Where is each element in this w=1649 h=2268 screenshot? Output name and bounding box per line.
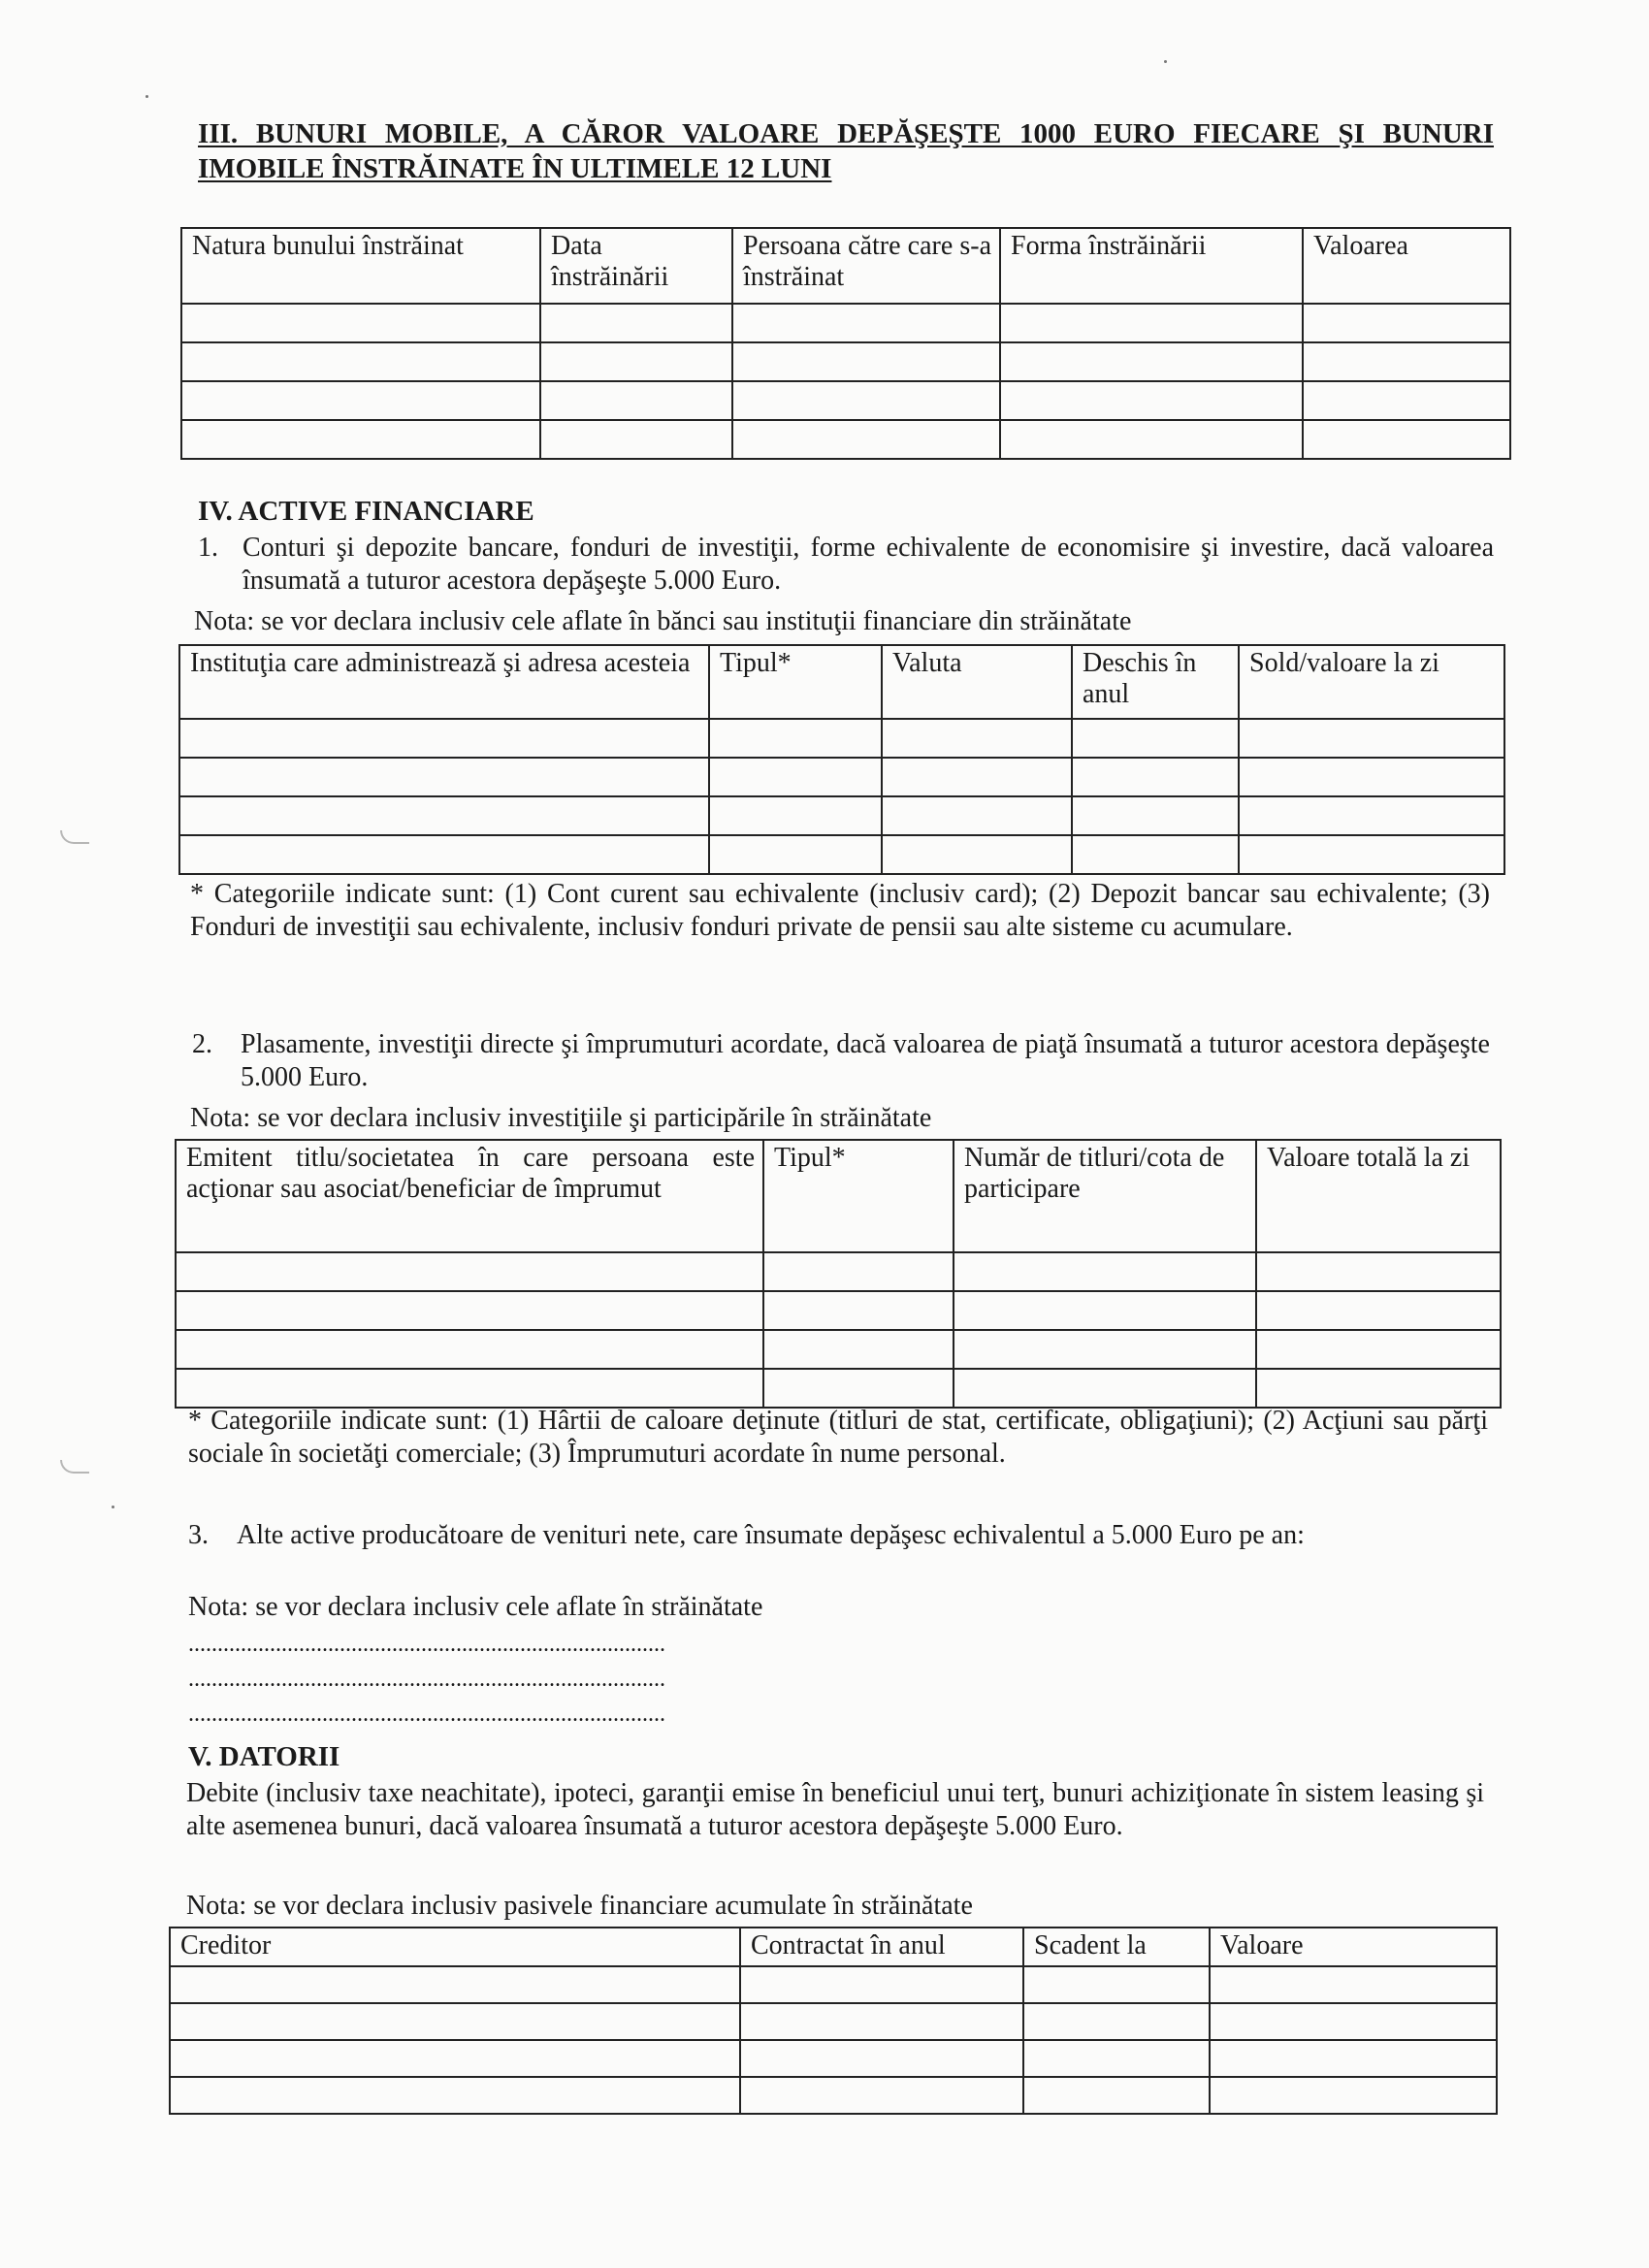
table-row [179, 758, 1504, 796]
table-header-row [170, 1928, 1497, 1966]
item-1-number: 1. [198, 533, 218, 563]
section-5-text: Debite (inclusiv taxe neachitate), ipoteci, garanţii emise în beneficiul unui terţ, bunuri achiziţionate în sistem leasing şi alte asemenea bunuri, dacă valoarea însumată a tuturor acestora depăşeşte 5.000 Euro. [186, 1778, 1484, 1841]
item-3-number: 3. [188, 1520, 209, 1550]
table-row [176, 1252, 1501, 1291]
table-row [176, 1369, 1501, 1408]
cell [170, 1966, 740, 2003]
section-5-title: V. DATORII [188, 1741, 340, 1772]
cell [170, 2040, 740, 2077]
scan-speck [112, 1506, 114, 1508]
col-header-value: Valoare [1210, 1928, 1497, 1966]
table-debts [169, 1927, 1498, 2115]
col-header-issuer: Emitent titlu/societatea în care persoana este acţionar sau asociat/beneficiar de împrumut [176, 1140, 763, 1252]
scan-speck [146, 95, 148, 98]
cell [176, 1369, 763, 1408]
col-header-creditor: Creditor [170, 1928, 740, 1966]
item-2-number: 2. [192, 1029, 212, 1059]
table-row [181, 304, 1510, 342]
cell [540, 342, 732, 381]
cell [740, 2003, 1023, 2040]
cell [763, 1291, 954, 1330]
cell [1239, 835, 1504, 874]
cell [732, 420, 1000, 459]
cell [1303, 304, 1510, 342]
cell [763, 1252, 954, 1291]
col-header-form: Forma înstrăinării [1000, 228, 1303, 304]
table-row [170, 2077, 1497, 2114]
section-4-title: IV. ACTIVE FINANCIARE [198, 496, 534, 527]
cell [709, 796, 882, 835]
cell [740, 2077, 1023, 2114]
cell [882, 835, 1072, 874]
cell [1303, 381, 1510, 420]
cell [1256, 1369, 1501, 1408]
dotted-line-2: .................................................................................. [188, 1667, 665, 1692]
col-header-date: Data înstrăinării [540, 228, 732, 304]
scan-speck [1164, 60, 1167, 63]
cell [179, 796, 709, 835]
table-row [179, 796, 1504, 835]
col-header-currency: Valuta [882, 645, 1072, 719]
cell [1000, 381, 1303, 420]
table-header-row [181, 228, 1510, 304]
item-2-text: Plasamente, investiţii directe şi împrumuturi acordate, dacă valoarea de piaţă însumată a tuturor acestora depăşeşte 5.000 Euro. [241, 1029, 1490, 1092]
cell [181, 381, 540, 420]
table-row [181, 342, 1510, 381]
col-header-type: Tipul* [709, 645, 882, 719]
table-header-row [179, 645, 1504, 719]
col-header-contracted-year: Contractat în anul [740, 1928, 1023, 1966]
cell [1210, 1966, 1497, 2003]
table-row [181, 381, 1510, 420]
cell [1023, 2077, 1210, 2114]
col-header-due-date: Scadent la [1023, 1928, 1210, 1966]
section-5-note: Nota: se vor declara inclusiv pasivele financiare acumulate în străinătate [186, 1891, 973, 1921]
cell [179, 758, 709, 796]
cell [1210, 2040, 1497, 2077]
cell [763, 1369, 954, 1408]
cell [176, 1252, 763, 1291]
col-header-institution: Instituţia care administrează şi adresa acesteia [179, 645, 709, 719]
cell [882, 758, 1072, 796]
item-1-text: Conturi şi depozite bancare, fonduri de investiţii, forme echivalente de economisire şi investire, dacă valoarea însumată a tuturor acestora depăşeşte 5.000 Euro. [242, 533, 1494, 596]
cell [179, 719, 709, 758]
cell [179, 835, 709, 874]
table-row [176, 1291, 1501, 1330]
table-header-row [176, 1140, 1501, 1252]
cell [1000, 420, 1303, 459]
cell [954, 1330, 1256, 1369]
table-row [170, 2003, 1497, 2040]
cell [1072, 835, 1239, 874]
col-header-value: Valoarea [1303, 228, 1510, 304]
item-3-text: Alte active producătoare de venituri nete, care însumate depăşesc echivalentul a 5.000 Euro pe an: [237, 1520, 1305, 1550]
item-3-note: Nota: se vor declara inclusiv cele aflate în străinătate [188, 1592, 763, 1622]
cell [1000, 304, 1303, 342]
dotted-line-3: .................................................................................. [188, 1701, 665, 1727]
item-2-footnote: * Categoriile indicate sunt: (1) Hârtii de caloare deţinute (titluri de stat, certificate, obligaţiuni); (2) Acţiuni sau părţi sociale în societăţi comerciale; (3) Împrumuturi acordate în nume personal. [188, 1406, 1488, 1469]
cell [1256, 1330, 1501, 1369]
cell [740, 2040, 1023, 2077]
cell [540, 381, 732, 420]
table-row [170, 2040, 1497, 2077]
cell [740, 1966, 1023, 2003]
cell [954, 1291, 1256, 1330]
cell [170, 2077, 740, 2114]
cell [176, 1330, 763, 1369]
cell [1023, 1966, 1210, 2003]
cell [1303, 342, 1510, 381]
item-1-note: Nota: se vor declara inclusiv cele aflate în bănci sau instituţii financiare din străinătate [194, 606, 1132, 636]
table-investments [175, 1139, 1502, 1409]
table-alienated-goods [180, 227, 1511, 460]
cell [1303, 420, 1510, 459]
table-row [181, 420, 1510, 459]
col-header-total-value: Valoare totală la zi [1256, 1140, 1501, 1252]
table-row [179, 835, 1504, 874]
cell [170, 2003, 740, 2040]
cell [540, 420, 732, 459]
cell [1000, 342, 1303, 381]
table-row [176, 1330, 1501, 1369]
cell [1210, 2003, 1497, 2040]
col-header-type: Tipul* [763, 1140, 954, 1252]
cell [1239, 758, 1504, 796]
cell [763, 1330, 954, 1369]
cell [1256, 1291, 1501, 1330]
section-3-title: III. BUNURI MOBILE, A CĂROR VALOARE DEPĂŞEŞTE 1000 EURO FIECARE ŞI BUNURI IMOBILE ÎNSTRĂINATE ÎN ULTIMELE 12 LUNI [198, 118, 1494, 184]
cell [176, 1291, 763, 1330]
cell [1210, 2077, 1497, 2114]
cell [1072, 796, 1239, 835]
cell [1239, 719, 1504, 758]
cell [540, 304, 732, 342]
cell [709, 719, 882, 758]
cell [954, 1252, 1256, 1291]
col-header-shares: Număr de titluri/cota de participare [954, 1140, 1256, 1252]
hole-punch-mark-bottom [60, 1460, 89, 1474]
cell [181, 304, 540, 342]
cell [709, 758, 882, 796]
cell [732, 381, 1000, 420]
table-row [179, 719, 1504, 758]
table-bank-accounts [178, 644, 1505, 875]
cell [732, 342, 1000, 381]
cell [954, 1369, 1256, 1408]
cell [1256, 1252, 1501, 1291]
cell [732, 304, 1000, 342]
cell [1072, 719, 1239, 758]
col-header-recipient: Persoana către care s-a înstrăinat [732, 228, 1000, 304]
hole-punch-mark-top [60, 830, 89, 844]
col-header-opened-year: Deschis în anul [1072, 645, 1239, 719]
cell [882, 719, 1072, 758]
dotted-line-1: .................................................................................. [188, 1632, 665, 1657]
item-1-footnote: * Categoriile indicate sunt: (1) Cont curent sau echivalente (inclusiv card); (2) Depozit bancar sau echivalente; (3) Fonduri de investiţii sau echivalente, inclusiv fonduri private de pensii sau alte sisteme cu acumulare. [190, 879, 1490, 942]
col-header-balance: Sold/valoare la zi [1239, 645, 1504, 719]
cell [882, 796, 1072, 835]
table-row [170, 1966, 1497, 2003]
cell [181, 420, 540, 459]
cell [1239, 796, 1504, 835]
col-header-nature: Natura bunului înstrăinat [181, 228, 540, 304]
cell [1072, 758, 1239, 796]
cell [1023, 2003, 1210, 2040]
cell [1023, 2040, 1210, 2077]
cell [181, 342, 540, 381]
item-2-note: Nota: se vor declara inclusiv investiţiile şi participările în străinătate [190, 1103, 932, 1133]
cell [709, 835, 882, 874]
